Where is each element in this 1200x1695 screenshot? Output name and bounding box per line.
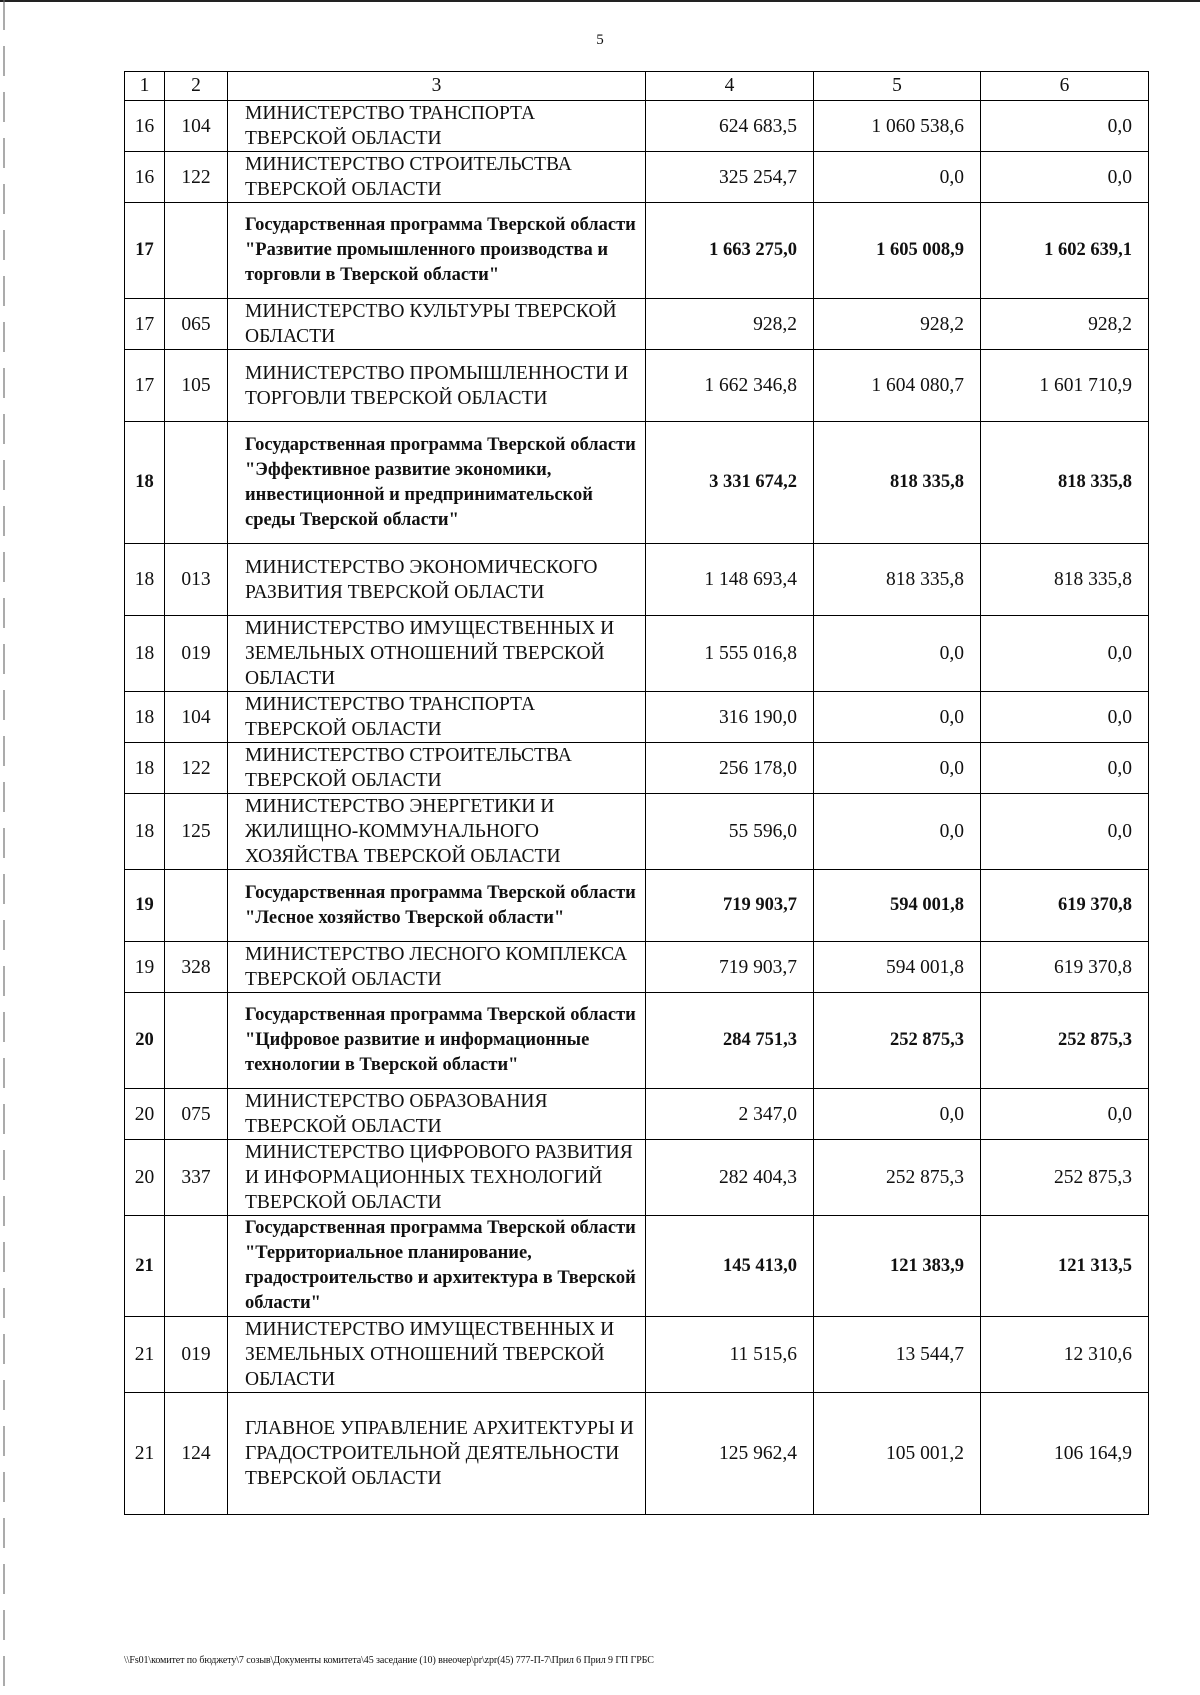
cell-value-col4: 1 663 275,0 [646, 203, 814, 299]
cell-value-col5: 818 335,8 [814, 422, 981, 544]
cell-value-col5: 121 383,9 [814, 1216, 981, 1317]
table-row [125, 942, 1149, 993]
table-row [125, 544, 1149, 616]
cell-department-code [165, 870, 228, 942]
cell-program-code: 18 [125, 422, 165, 544]
cell-program-code: 21 [125, 1317, 165, 1393]
table-row [125, 299, 1149, 350]
header-col-2: 2 [165, 72, 228, 101]
cell-value-col6: 0,0 [981, 1089, 1149, 1140]
table-row [125, 743, 1149, 794]
cell-program-code: 21 [125, 1216, 165, 1317]
cell-department-code: 122 [165, 743, 228, 794]
cell-department-code: 124 [165, 1393, 228, 1515]
cell-name: МИНИСТЕРСТВО ТРАНСПОРТА ТВЕРСКОЙ ОБЛАСТИ [228, 101, 646, 152]
cell-program-code: 17 [125, 203, 165, 299]
cell-program-code: 17 [125, 299, 165, 350]
cell-name: Государственная программа Тверской области "Территориальное планирование, градостроительство и архитектура в Тверской области" [228, 1216, 646, 1317]
cell-value-col5: 1 060 538,6 [814, 101, 981, 152]
cell-program-code: 19 [125, 870, 165, 942]
cell-program-code: 16 [125, 152, 165, 203]
program-row [125, 422, 1149, 544]
program-row [125, 993, 1149, 1089]
cell-name: МИНИСТЕРСТВО ИМУЩЕСТВЕННЫХ И ЗЕМЕЛЬНЫХ ОТНОШЕНИЙ ТВЕРСКОЙ ОБЛАСТИ [228, 1317, 646, 1393]
cell-value-col6: 619 370,8 [981, 942, 1149, 993]
header-col-1: 1 [125, 72, 165, 101]
table-row [125, 101, 1149, 152]
cell-program-code: 20 [125, 993, 165, 1089]
table-row [125, 1089, 1149, 1140]
cell-value-col4: 325 254,7 [646, 152, 814, 203]
cell-value-col6: 121 313,5 [981, 1216, 1149, 1317]
table-row [125, 1393, 1149, 1515]
cell-department-code: 104 [165, 692, 228, 743]
cell-value-col6: 252 875,3 [981, 993, 1149, 1089]
cell-department-code: 337 [165, 1140, 228, 1216]
cell-program-code: 20 [125, 1089, 165, 1140]
cell-value-col5: 0,0 [814, 692, 981, 743]
cell-name: МИНИСТЕРСТВО СТРОИТЕЛЬСТВА ТВЕРСКОЙ ОБЛАСТИ [228, 743, 646, 794]
cell-value-col6: 106 164,9 [981, 1393, 1149, 1515]
cell-value-col4: 928,2 [646, 299, 814, 350]
cell-name: Государственная программа Тверской области "Эффективное развитие экономики, инвестиционной и предпринимательской среды Тверской области" [228, 422, 646, 544]
cell-department-code: 075 [165, 1089, 228, 1140]
cell-department-code [165, 422, 228, 544]
cell-value-col4: 1 662 346,8 [646, 350, 814, 422]
cell-value-col6: 0,0 [981, 743, 1149, 794]
cell-value-col6: 0,0 [981, 794, 1149, 870]
header-col-6: 6 [981, 72, 1149, 101]
cell-department-code: 065 [165, 299, 228, 350]
cell-value-col5: 0,0 [814, 1089, 981, 1140]
cell-value-col6: 0,0 [981, 101, 1149, 152]
cell-value-col4: 256 178,0 [646, 743, 814, 794]
scan-edge-left [3, 0, 5, 1695]
budget-table [124, 71, 1149, 1515]
cell-value-col6: 0,0 [981, 152, 1149, 203]
cell-name: ГЛАВНОЕ УПРАВЛЕНИЕ АРХИТЕКТУРЫ И ГРАДОСТРОИТЕЛЬНОЙ ДЕЯТЕЛЬНОСТИ ТВЕРСКОЙ ОБЛАСТИ [228, 1393, 646, 1515]
program-row [125, 203, 1149, 299]
cell-program-code: 18 [125, 794, 165, 870]
cell-value-col5: 0,0 [814, 616, 981, 692]
cell-department-code: 105 [165, 350, 228, 422]
cell-program-code: 18 [125, 616, 165, 692]
cell-name: Государственная программа Тверской области "Развитие промышленного производства и торговли в Тверской области" [228, 203, 646, 299]
cell-name: Государственная программа Тверской области "Цифровое развитие и информационные технологии в Тверской области" [228, 993, 646, 1089]
scan-edge-top [0, 0, 1200, 2]
cell-program-code: 18 [125, 544, 165, 616]
cell-value-col4: 2 347,0 [646, 1089, 814, 1140]
cell-value-col4: 719 903,7 [646, 870, 814, 942]
cell-department-code: 122 [165, 152, 228, 203]
cell-value-col5: 0,0 [814, 794, 981, 870]
cell-value-col5: 928,2 [814, 299, 981, 350]
cell-department-code [165, 1216, 228, 1317]
cell-value-col5: 13 544,7 [814, 1317, 981, 1393]
cell-name: МИНИСТЕРСТВО ПРОМЫШЛЕННОСТИ И ТОРГОВЛИ ТВЕРСКОЙ ОБЛАСТИ [228, 350, 646, 422]
cell-value-col4: 145 413,0 [646, 1216, 814, 1317]
program-row [125, 870, 1149, 942]
cell-value-col6: 252 875,3 [981, 1140, 1149, 1216]
table-row [125, 1317, 1149, 1393]
cell-value-col5: 252 875,3 [814, 1140, 981, 1216]
cell-name: МИНИСТЕРСТВО ЛЕСНОГО КОМПЛЕКСА ТВЕРСКОЙ ОБЛАСТИ [228, 942, 646, 993]
header-col-3: 3 [228, 72, 646, 101]
table-row [125, 152, 1149, 203]
cell-value-col5: 105 001,2 [814, 1393, 981, 1515]
cell-department-code: 013 [165, 544, 228, 616]
table-row [125, 794, 1149, 870]
cell-program-code: 18 [125, 692, 165, 743]
cell-department-code [165, 993, 228, 1089]
cell-name: МИНИСТЕРСТВО ЭНЕРГЕТИКИ И ЖИЛИЩНО-КОММУНАЛЬНОГО ХОЗЯЙСТВА ТВЕРСКОЙ ОБЛАСТИ [228, 794, 646, 870]
cell-value-col5: 252 875,3 [814, 993, 981, 1089]
table-row [125, 350, 1149, 422]
table-row [125, 692, 1149, 743]
cell-value-col4: 316 190,0 [646, 692, 814, 743]
cell-value-col4: 125 962,4 [646, 1393, 814, 1515]
cell-program-code: 18 [125, 743, 165, 794]
cell-name: МИНИСТЕРСТВО ТРАНСПОРТА ТВЕРСКОЙ ОБЛАСТИ [228, 692, 646, 743]
cell-name: МИНИСТЕРСТВО КУЛЬТУРЫ ТВЕРСКОЙ ОБЛАСТИ [228, 299, 646, 350]
cell-value-col4: 1 555 016,8 [646, 616, 814, 692]
cell-value-col5: 0,0 [814, 743, 981, 794]
cell-department-code: 019 [165, 1317, 228, 1393]
cell-value-col5: 1 605 008,9 [814, 203, 981, 299]
cell-name: МИНИСТЕРСТВО ЭКОНОМИЧЕСКОГО РАЗВИТИЯ ТВЕРСКОЙ ОБЛАСТИ [228, 544, 646, 616]
cell-value-col5: 1 604 080,7 [814, 350, 981, 422]
cell-value-col4: 55 596,0 [646, 794, 814, 870]
cell-value-col5: 594 001,8 [814, 870, 981, 942]
cell-program-code: 17 [125, 350, 165, 422]
cell-value-col4: 624 683,5 [646, 101, 814, 152]
program-row [125, 1216, 1149, 1317]
cell-program-code: 20 [125, 1140, 165, 1216]
cell-value-col6: 12 310,6 [981, 1317, 1149, 1393]
cell-value-col4: 1 148 693,4 [646, 544, 814, 616]
cell-value-col6: 619 370,8 [981, 870, 1149, 942]
table-row [125, 1140, 1149, 1216]
cell-program-code: 16 [125, 101, 165, 152]
cell-value-col4: 3 331 674,2 [646, 422, 814, 544]
cell-name: МИНИСТЕРСТВО ЦИФРОВОГО РАЗВИТИЯ И ИНФОРМАЦИОННЫХ ТЕХНОЛОГИЙ ТВЕРСКОЙ ОБЛАСТИ [228, 1140, 646, 1216]
cell-value-col4: 282 404,3 [646, 1140, 814, 1216]
cell-program-code: 21 [125, 1393, 165, 1515]
footer-file-path: \\Fs01\комитет по бюджету\7 созыв\Документы комитета\45 заседание (10) внеочер\pr\zpr(45) 777-П-7\Прил 6 Прил 9 ГП ГРБС [124, 1655, 654, 1666]
cell-value-col6: 0,0 [981, 616, 1149, 692]
cell-department-code: 104 [165, 101, 228, 152]
cell-name: МИНИСТЕРСТВО ИМУЩЕСТВЕННЫХ И ЗЕМЕЛЬНЫХ ОТНОШЕНИЙ ТВЕРСКОЙ ОБЛАСТИ [228, 616, 646, 692]
cell-department-code [165, 203, 228, 299]
cell-value-col6: 1 602 639,1 [981, 203, 1149, 299]
cell-department-code: 125 [165, 794, 228, 870]
header-col-5: 5 [814, 72, 981, 101]
table-body [125, 72, 1149, 1515]
page-number: 5 [596, 32, 604, 48]
header-col-4: 4 [646, 72, 814, 101]
cell-name: МИНИСТЕРСТВО ОБРАЗОВАНИЯ ТВЕРСКОЙ ОБЛАСТИ [228, 1089, 646, 1140]
cell-value-col4: 284 751,3 [646, 993, 814, 1089]
cell-name: Государственная программа Тверской области "Лесное хозяйство Тверской области" [228, 870, 646, 942]
cell-value-col5: 0,0 [814, 152, 981, 203]
cell-program-code: 19 [125, 942, 165, 993]
cell-value-col4: 719 903,7 [646, 942, 814, 993]
cell-department-code: 328 [165, 942, 228, 993]
cell-value-col6: 1 601 710,9 [981, 350, 1149, 422]
cell-value-col6: 928,2 [981, 299, 1149, 350]
cell-value-col5: 818 335,8 [814, 544, 981, 616]
cell-department-code: 019 [165, 616, 228, 692]
cell-value-col6: 818 335,8 [981, 544, 1149, 616]
cell-name: МИНИСТЕРСТВО СТРОИТЕЛЬСТВА ТВЕРСКОЙ ОБЛАСТИ [228, 152, 646, 203]
cell-value-col4: 11 515,6 [646, 1317, 814, 1393]
cell-value-col6: 0,0 [981, 692, 1149, 743]
cell-value-col5: 594 001,8 [814, 942, 981, 993]
table-header-row [125, 72, 1149, 101]
table-row [125, 616, 1149, 692]
cell-value-col6: 818 335,8 [981, 422, 1149, 544]
